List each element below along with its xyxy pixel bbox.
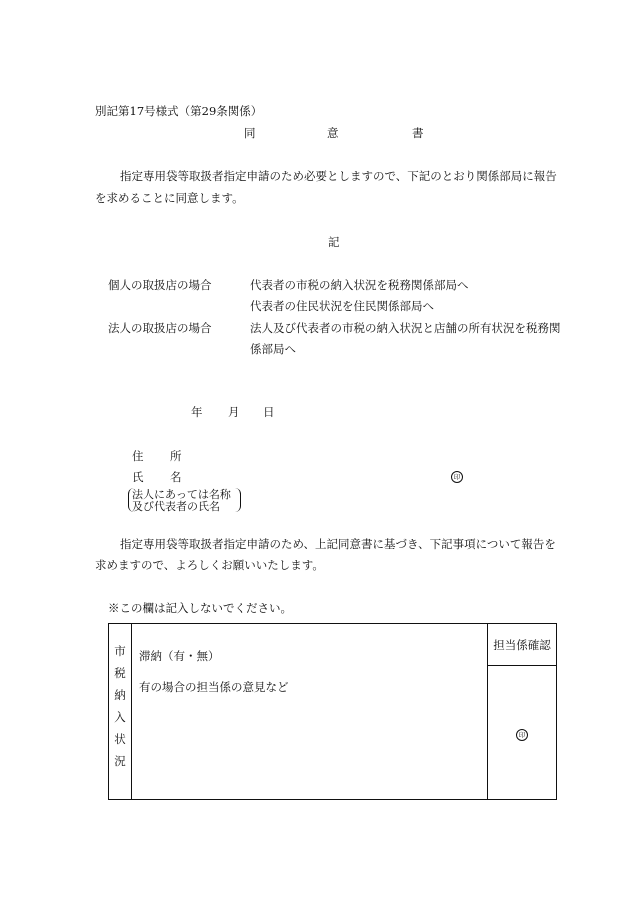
- title-char-2: 意: [327, 126, 339, 140]
- corporate-note-line-2: 及び代表者の氏名: [132, 500, 220, 513]
- title-char-1: 同: [244, 126, 256, 140]
- case-individual-text-1: 代表者の市税の納入状況を税務関係部局へ: [250, 278, 469, 292]
- table-column-divider-1: [131, 624, 132, 799]
- case-corporate-text-1: 法人及び代表者の市税の納入状況と店舗の所有状況を税務関: [250, 321, 561, 335]
- office-use-note: ※この欄は記入しないでください。: [108, 601, 292, 615]
- address-label-char-2: 所: [170, 449, 182, 463]
- delinquency-label: 滞納（有・無）: [139, 649, 220, 663]
- name-label-char-2: 名: [170, 470, 182, 484]
- vertical-label-char: 入: [114, 710, 126, 724]
- seal-icon: 印: [516, 729, 528, 741]
- vertical-label-char: 納: [114, 688, 126, 702]
- seal-icon: 印: [451, 471, 463, 483]
- opinion-label: 有の場合の担当係の意見など: [139, 680, 289, 694]
- address-label-char-1: 住: [132, 449, 144, 463]
- title-char-3: 書: [412, 126, 424, 140]
- date-day-label: 日: [263, 405, 275, 419]
- applicant-seal-mark: [451, 471, 463, 483]
- corporate-name-note: [128, 488, 241, 513]
- vertical-label-char: 税: [114, 666, 126, 680]
- name-label-char-1: 氏: [132, 470, 144, 484]
- case-individual-label: 個人の取扱店の場合: [108, 278, 212, 292]
- staff-seal-mark: [487, 729, 557, 741]
- consent-line-1: 指定専用袋等取扱者指定申請のため必要としますので、下記のとおり関係部局に報告: [120, 169, 557, 183]
- case-corporate-label: 法人の取扱店の場合: [108, 321, 212, 335]
- report-line-2: 求めますので、よろしくお願いいたします。: [95, 558, 324, 572]
- case-corporate-text-2: 係部局へ: [250, 342, 296, 356]
- date-month-label: 月: [228, 405, 240, 419]
- office-use-table: [108, 623, 557, 800]
- corporate-note-line-1: 法人にあっては名称: [132, 488, 231, 501]
- form-label: 別記第17号様式（第29条関係）: [95, 104, 263, 118]
- consent-line-2: を求めることに同意します。: [95, 191, 244, 205]
- staff-confirmation-header: 担当係確認: [493, 638, 551, 652]
- report-line-1: 指定専用袋等取扱者指定申請のため、上記同意書に基づき、下記事項について報告を: [120, 537, 556, 551]
- right-paren-bracket: [234, 488, 241, 512]
- table-row-divider: [487, 665, 557, 666]
- vertical-label-char: 況: [114, 754, 126, 768]
- vertical-label-char: 市: [114, 644, 126, 658]
- ki-heading: 記: [328, 235, 340, 249]
- date-year-label: 年: [191, 405, 203, 419]
- case-individual-text-2: 代表者の住民状況を住民関係部局へ: [250, 299, 434, 313]
- vertical-label-char: 状: [114, 732, 126, 746]
